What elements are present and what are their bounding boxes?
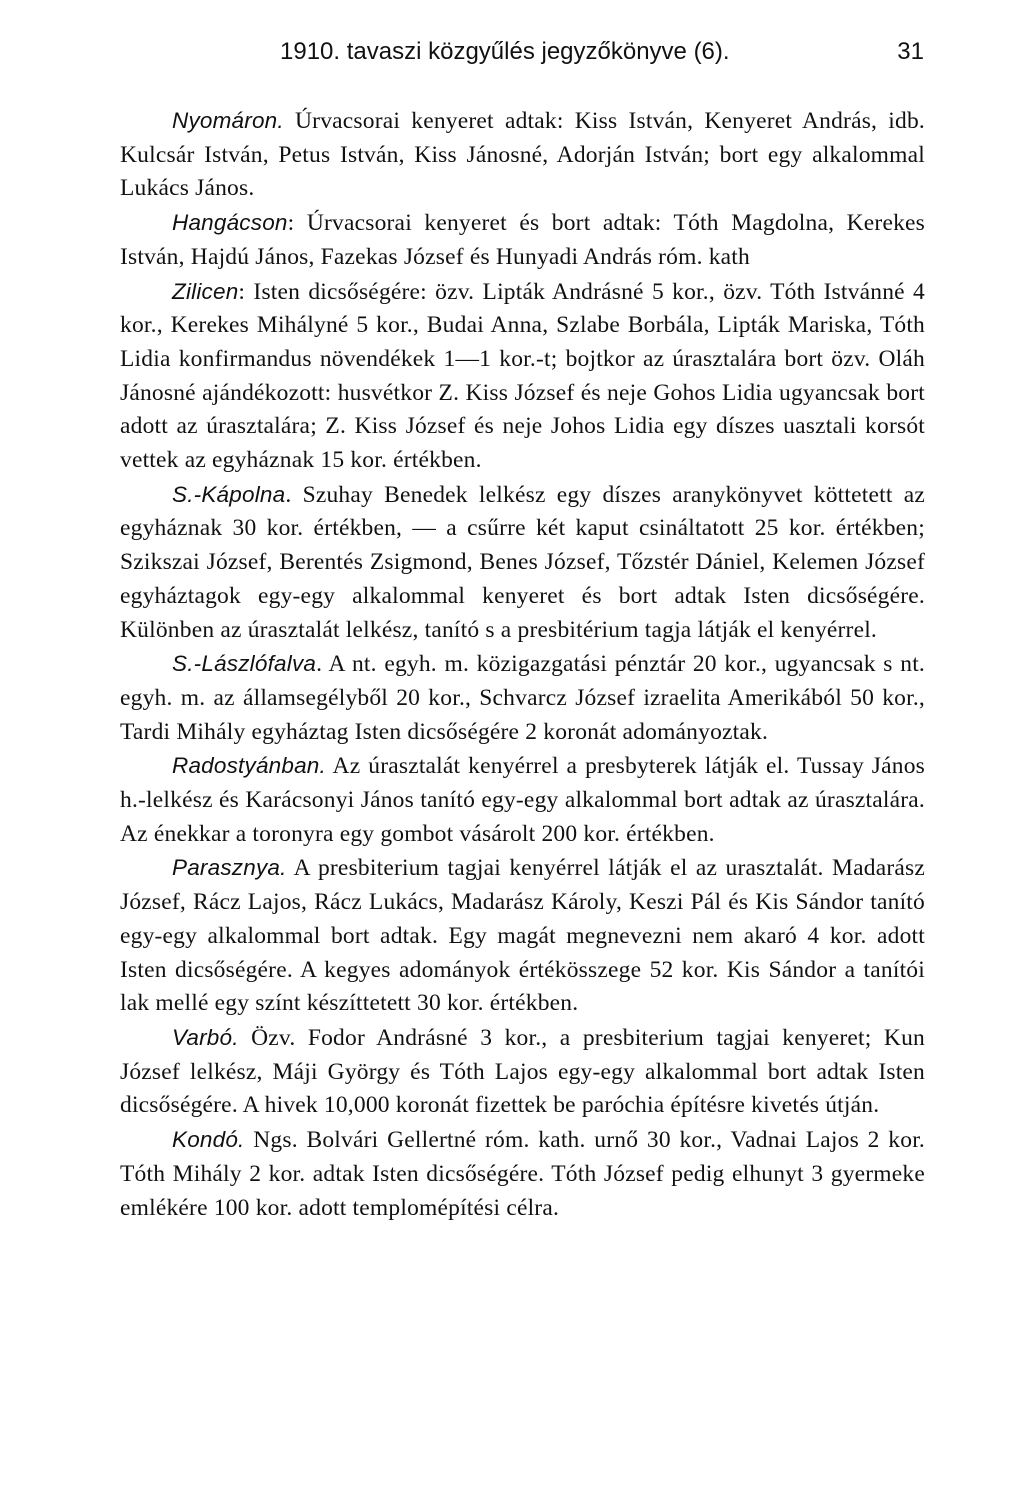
body-text <box>120 104 925 1225</box>
place-name: Radostyánban. <box>172 753 326 779</box>
paragraph-text: . Szuhay Benedek lelkész egy díszes aranykönyvet köttetett az egyháznak 30 kor. értékben, — a csűrre két kaput csináltatott 25 kor. értékben; Szikszai József, Berentés Zsigmond, Benes József, Tőzstér Dániel, Kelemen József egyháztagok egy-egy alkalommal kenyeret és bort adtak Isten dicsőségére. Különben az úrasztalát lelkész, tanító s a presbitérium tagja látják el kenyérrel. <box>120 481 925 643</box>
paragraph-sajokapolna <box>120 478 925 648</box>
paragraph-text: : Isten dicsőségére: özv. Lipták Andrásné 5 kor., özv. Tóth Istvánné 4 kor., Kerekes Mihályné 5 kor., Budai Anna, Szlabe Borbála, Lipták Mariska, Tóth Lidia konfirmandus növendékek 1—1 kor.-t; bojtkor az úrasztalára bort özv. Oláh Jánosné ajándékozott: husvétkor Z. Kiss József és neje Gohos Lidia ugyancsak bort adott az úrasztalára; Z. Kiss József és neje Johos Lidia egy díszes uasztali korsót vettek az egyháznak 15 kor. értékben. <box>120 278 925 474</box>
place-name: S.-Lászlófalva <box>172 651 317 677</box>
paragraph-text: : Úrvacsorai kenyeret és bort adtak: Tóth Magdolna, Kerekes István, Hajdú János, Fazekas József és Hunyadi András róm. kath <box>120 210 925 270</box>
running-head-title: 1910. tavaszi közgyűlés jegyzőkönyve (6). <box>280 38 730 65</box>
paragraph-kondo <box>120 1123 925 1225</box>
paragraph-varbo <box>120 1021 925 1123</box>
paragraph-nyomar <box>120 104 925 206</box>
running-head <box>0 38 1024 78</box>
paragraph-text: Ngs. Bolvári Gellertné róm. kath. urnő 30 kor., Vadnai Lajos 2 kor. Tóth Mihály 2 kor. adtak Isten dicsőségére. Tóth József pedig elhunyt 3 gyermeke emlékére 100 kor. adott templomépítési célra. <box>120 1127 925 1221</box>
place-name: Parasznya. <box>172 855 287 881</box>
place-name: Kondó. <box>172 1127 245 1153</box>
paragraph-text: Özv. Fodor Andrásné 3 kor., a presbiterium tagjai kenyeret; Kun József lelkész, Máji György és Tóth Lajos egy-egy alkalommal bort adtak Isten dicsőségére. A hivek 10,000 koronát fizettek be paróchia építésre kivetés útján. <box>120 1024 925 1119</box>
paragraph-sajolaszlofalva <box>120 647 925 749</box>
paragraph-radostyan <box>120 749 925 851</box>
paragraph-text: Úrvacsorai kenyeret adtak: Kiss István, Kenyeret András, idb. Kulcsár István, Petus István, Kiss Jánosné, Adorján István; bort egy alkalommal Lukács János. <box>120 108 925 202</box>
place-name: Varbó. <box>172 1024 239 1050</box>
paragraph-text: . A nt. egyh. m. közigazgatási pénztár 20 kor., ugyancsak s nt. egyh. m. az államsegélyből 20 kor., Schvarcz József izraelita Amerikából 50 kor., Tardi Mihály egyháztag Isten dicsőségére 2 koronát adományoztak. <box>120 651 925 745</box>
place-name: Zilicen <box>172 278 239 304</box>
place-name: S.-Kápolna <box>172 481 286 507</box>
paragraph-parasznya <box>120 851 925 1021</box>
paragraph-text: A presbiterium tagjai kenyérrel látják el az urasztalát. Madarász József, Rácz Lajos, Rácz Lukács, Madarász Károly, Keszi Pál és Kis Sándor tanító egy-egy alkalommal bort adtak. Egy magát megnevezni nem akaró 4 kor. adott Isten dicsőségére. A kegyes adományok értékösszege 52 kor. Kis Sándor a tanítói lak mellé egy színt készíttetett 30 kor. értékben. <box>120 855 925 1017</box>
paragraph-text: Az úrasztalát kenyérrel a presbyterek látják el. Tussay János h.-lelkész és Karácsonyi János tanító egy-egy alkalommal bort adtak az úrasztalára. Az énekkar a toronyra egy gombot vásárolt 200 kor. értékben. <box>120 753 925 847</box>
place-name: Hangácson <box>172 210 288 236</box>
paragraph-zilic <box>120 275 925 478</box>
place-name: Nyomáron. <box>172 108 284 133</box>
paragraph-hangacs <box>120 206 925 274</box>
page-number: 31 <box>897 38 924 65</box>
